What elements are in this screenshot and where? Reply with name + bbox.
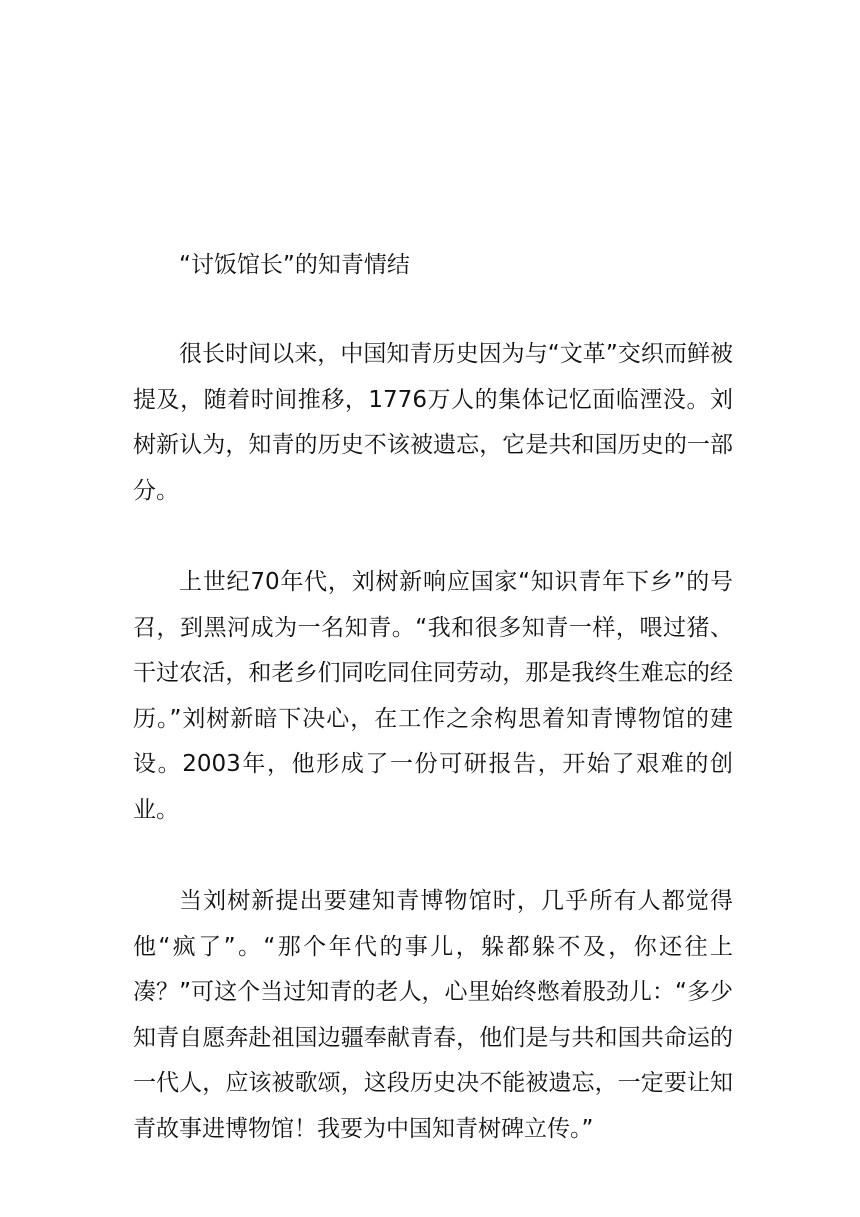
document-body: [133, 245, 733, 1152]
document-title: “讨饭馆长”的知青情结: [179, 252, 410, 278]
paragraph: 当刘树新提出要建知青博物馆时，几乎所有人都觉得他“疯了”。“那个年代的事儿，躲都躲不及，你还往上凑？”可这个当过知青的老人，心里始终憋着股劲儿：“多少知青自愿奔赴祖国边疆奉献青春，他们是与共和国共命运的一代人，应该被歌颂，这段历史决不能被遗忘，一定要让知青故事进博物馆！我要为中国知青树碑立传。”: [133, 888, 733, 1142]
paragraph: 很长时间以来，中国知青历史因为与“文革”交织而鲜被提及，随着时间推移，1776万人的集体记忆面临湮没。刘树新认为，知青的历史不该被遗忘，它是共和国历史的一部分。: [133, 341, 733, 504]
paragraph: 上世纪70年代，刘树新响应国家“知识青年下乡”的号召，到黑河成为一名知青。“我和很多知青一样，喂过猪、干过农活，和老乡们同吃同住同劳动，那是我终生难忘的经历。”刘树新暗下决心，在工作之余构思着知青博物馆的建设。2003年，他形成了一份可研报告，开始了艰难的创业。: [133, 569, 733, 823]
